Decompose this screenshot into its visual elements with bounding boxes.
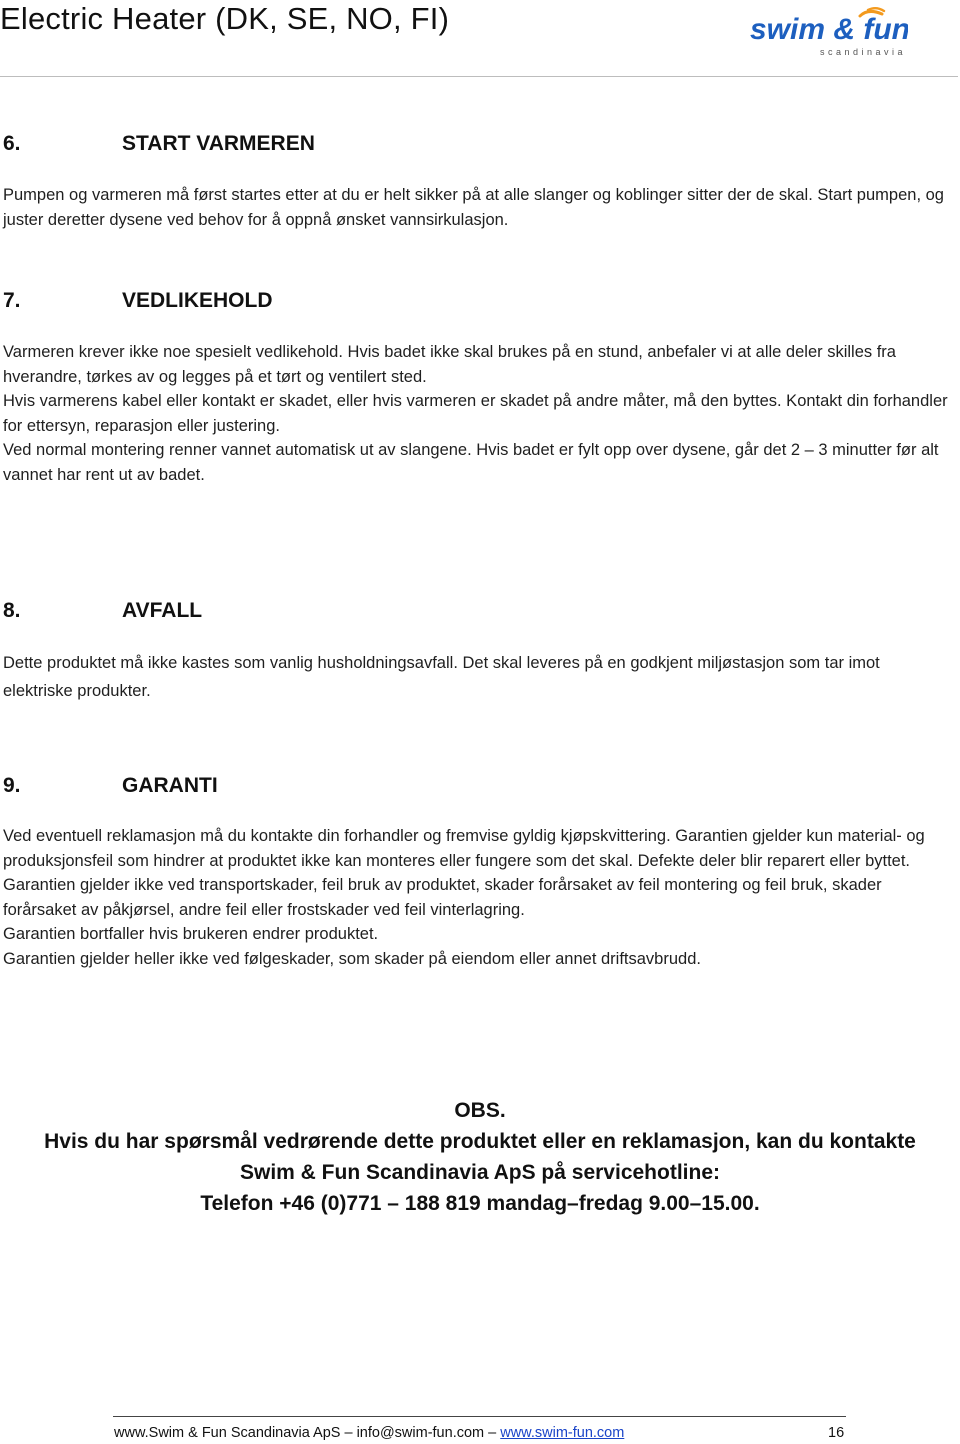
- footer-text: www.Swim & Fun Scandinavia ApS – info@swim-fun.com –: [114, 1425, 501, 1441]
- logo-graphic: [748, 6, 908, 58]
- paragraph: Ved eventuell reklamasjon må du kontakte din forhandler og fremvise gyldig kjøpskvittering. Garantien gjelder kun material- og produksjonsfeil som hindrer at produktet ikke kan monteres eller fungere som det skal. Defekte deler blir reparert eller byttet.: [3, 827, 925, 870]
- swim-fun-logo: [748, 6, 908, 58]
- logo-wordmark: swim & fun: [750, 13, 908, 46]
- footer: [114, 1423, 624, 1443]
- page-number: 16: [828, 1425, 845, 1441]
- section-number: 9.: [3, 774, 21, 797]
- paragraph: Ved normal montering renner vannet automatisk ut av slangene. Hvis badet er fylt opp over dysene, går det 2 – 3 minutter før alt vannet har rent ut av badet.: [3, 441, 939, 484]
- website-link[interactable]: www.swim-fun.com: [500, 1425, 625, 1441]
- section-6-body: [3, 183, 953, 232]
- logo-subtitle: scandinavia: [820, 47, 907, 57]
- section-8-body: [3, 649, 953, 705]
- paragraph: Hvis varmerens kabel eller kontakt er skadet, eller hvis varmeren er skadet på andre måter, må den byttes. Kontakt din forhandler for ettersyn, reparasjon eller justering.: [3, 392, 948, 435]
- notice-line-1: Hvis du har spørsmål vedrørende dette produktet eller en reklamasjon, kan du kontakte: [44, 1130, 916, 1153]
- section-8-heading: [3, 598, 202, 624]
- section-number: 8.: [3, 599, 21, 622]
- section-9-body: [3, 824, 953, 971]
- paragraph: Garantien bortfaller hvis brukeren endrer produktet.: [3, 925, 379, 943]
- footer-divider: [113, 1416, 846, 1417]
- section-title: VEDLIKEHOLD: [122, 289, 273, 312]
- paragraph: Pumpen og varmeren må først startes etter at du er helt sikker på at alle slanger og koblinger sitter der de skal. Start pumpen, og juster deretter dysene ved behov for å oppnå ønsket vannsirkulasjon.: [3, 186, 944, 229]
- service-notice: [0, 1095, 960, 1219]
- section-title: AVFALL: [122, 599, 203, 622]
- section-7-body: [3, 340, 953, 487]
- paragraph: Garantien gjelder ikke ved transportskader, feil bruk av produktet, skader forårsaket av feil montering og feil bruk, skader forårsaket av påkjørsel, andre feil eller frostskader ved feil vinterlagring.: [3, 876, 882, 919]
- notice-line-2: Swim & Fun Scandinavia ApS på servicehotline:: [239, 1161, 720, 1184]
- section-title: START VARMEREN: [122, 132, 315, 155]
- paragraph: Dette produktet må ikke kastes som vanlig husholdningsavfall. Det skal leveres på en godkjent miljøstasjon som tar imot elektriske produkter.: [3, 654, 880, 700]
- notice-line-3: Telefon +46 (0)771 – 188 819 mandag–fredag 9.00–15.00.: [200, 1192, 760, 1215]
- section-9-heading: [3, 773, 218, 799]
- paragraph: Varmeren krever ikke noe spesielt vedlikehold. Hvis badet ikke skal brukes på en stund, anbefaler vi at alle deler skilles fra hverandre, tørkes av og legges på et tørt og ventilert sted.: [3, 343, 896, 386]
- section-number: 7.: [3, 289, 21, 312]
- section-number: 6.: [3, 132, 21, 155]
- document-title: Electric Heater (DK, SE, NO, FI): [0, 1, 450, 36]
- section-6-heading: [3, 131, 315, 157]
- header-divider: [0, 76, 958, 77]
- paragraph: Garantien gjelder heller ikke ved følgeskader, som skader på eiendom eller annet driftsavbrudd.: [3, 949, 701, 968]
- section-7-heading: [3, 288, 273, 314]
- notice-heading: OBS.: [454, 1099, 506, 1122]
- section-title: GARANTI: [122, 774, 218, 797]
